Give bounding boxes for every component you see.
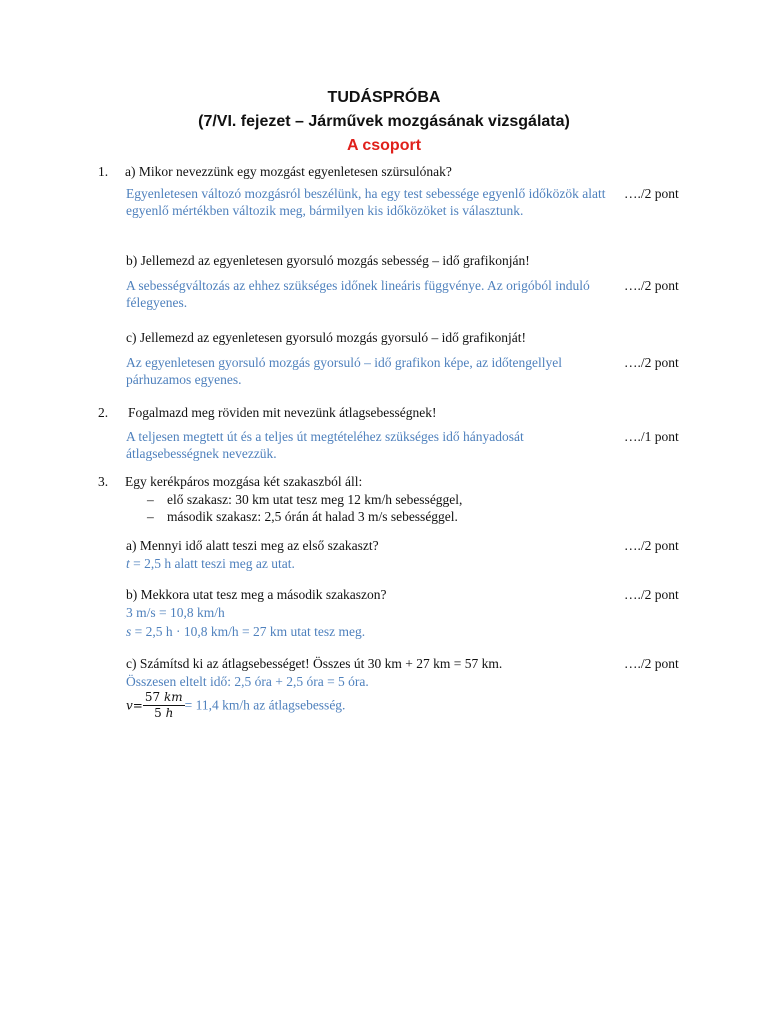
formula-numerator xyxy=(143,690,185,706)
answer-3a-text: = 2,5 h alatt teszi meg az utat. xyxy=(129,556,295,571)
question-3b: b) Mekkora utat tesz meg a második szakaszon? xyxy=(126,587,387,602)
question-1a: a) Mikor nevezzünk egy mozgást egyenletesen szürsulónak? xyxy=(125,164,452,179)
points-3c: …./2 pont xyxy=(624,656,679,671)
answer-3a-variable: t xyxy=(126,556,130,571)
bullet-1-text: elő szakasz: 30 km utat tesz meg 12 km/h sebességgel, xyxy=(167,492,463,507)
answer-2: A teljesen megtett út és a teljes út megtételéhez szükséges idő hányadosát átlagsebességnek nevezzük. xyxy=(126,429,524,461)
formula-equals: = xyxy=(132,698,143,713)
question-1b: b) Jellemezd az egyenletesen gyorsuló mozgás sebesség – idő grafikonján! xyxy=(126,253,530,268)
numerator-unit: km xyxy=(163,690,183,704)
points-3a: …./2 pont xyxy=(624,538,679,553)
question-3-intro: Egy kerékpáros mozgása két szakaszból áll: xyxy=(125,474,363,489)
points-1c: …./2 pont xyxy=(624,355,679,370)
bullet-2-marker: – xyxy=(147,509,154,524)
question-2: Fogalmazd meg röviden mit nevezünk átlagsebességnek! xyxy=(128,405,437,420)
answer-3c-line1: Összesen eltelt idő: 2,5 óra + 2,5 óra = 5 óra. xyxy=(126,674,369,689)
question-3c: c) Számítsd ki az átlagsebességet! Összes út 30 km + 27 km = 57 km. xyxy=(126,656,503,671)
question-1c: c) Jellemezd az egyenletesen gyorsuló mozgás gyorsuló – idő grafikonját! xyxy=(126,330,526,345)
formula-denominator xyxy=(143,706,185,721)
formula-variable: v xyxy=(126,698,133,713)
question-number-3: 3. xyxy=(98,474,109,489)
answer-3b-line1: 3 m/s = 10,8 km/h xyxy=(126,605,225,620)
points-1b: …./2 pont xyxy=(624,278,679,293)
bullet-2 xyxy=(147,509,458,525)
answer-3a xyxy=(126,555,295,572)
denominator-value: 5 xyxy=(154,706,162,720)
group-label: A csoport xyxy=(346,137,422,154)
question-number-2: 2. xyxy=(98,405,109,420)
bullet-1-marker: – xyxy=(147,492,154,507)
answer-3b-text: = 2,5 h · 10,8 km/h = 27 km utat tesz meg. xyxy=(131,624,366,639)
formula-fraction xyxy=(143,690,185,721)
bullet-2-text: második szakasz: 2,5 órán át halad 3 m/s sebességgel. xyxy=(167,509,458,524)
answer-1b: A sebességváltozás az ehhez szükséges időnek lineáris függvénye. Az origóból induló félegyenes. xyxy=(126,278,590,310)
page-title: TUDÁSPRÓBA xyxy=(327,89,441,106)
question-3a: a) Mennyi idő alatt teszi meg az első szakaszt? xyxy=(126,538,379,553)
points-2: …./1 pont xyxy=(624,429,679,444)
denominator-unit: h xyxy=(165,706,174,720)
numerator-value: 57 xyxy=(144,690,161,704)
answer-3c-result: = 11,4 km/h az átlagsebesség. xyxy=(184,697,346,713)
answer-1a: Egyenletesen változó mozgásról beszélünk, ha egy test sebessége egyenlő időközök alatt egyenlő mértékben változik meg, bármilyen kis időközöket is választunk. xyxy=(126,186,606,218)
answer-3b-variable: s xyxy=(126,624,132,639)
answer-3c-formula xyxy=(126,690,345,721)
bullet-1 xyxy=(147,492,462,508)
points-3b: …./2 pont xyxy=(624,587,679,602)
answer-1c: Az egyenletesen gyorsuló mozgás gyorsuló – idő grafikon képe, az időtengellyel párhuzamos egyenes. xyxy=(126,355,563,387)
question-number-1: 1. xyxy=(98,164,109,179)
answer-3b-line2 xyxy=(126,623,365,640)
points-1a: …./2 pont xyxy=(624,186,679,201)
page-subtitle: (7/VI. fejezet – Járművek mozgásának vizsgálata) xyxy=(198,113,570,130)
